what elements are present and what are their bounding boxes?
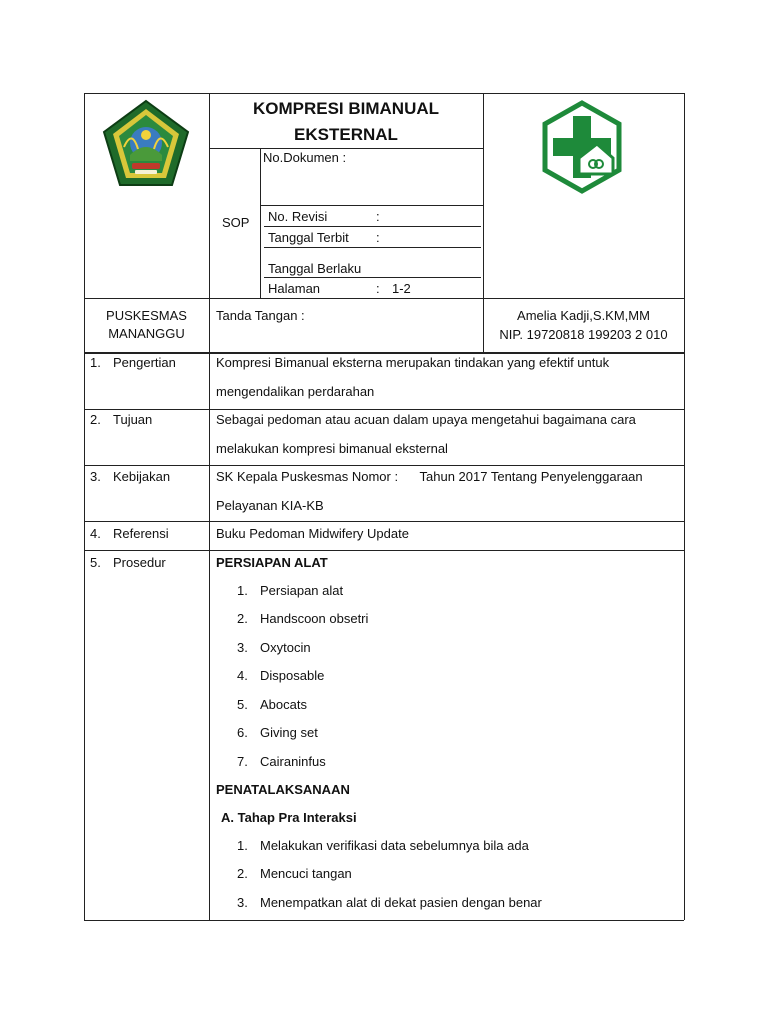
signer-nip: NIP. 19720818 199203 2 010 xyxy=(499,327,668,342)
border-revisi-bottom xyxy=(264,226,481,227)
regional-emblem-logo xyxy=(102,99,190,194)
border-sop xyxy=(260,148,261,298)
border-left xyxy=(84,93,85,920)
sop-label: SOP xyxy=(222,215,250,230)
border-right xyxy=(684,93,685,920)
row-text-line2: melakukan kompresi bimanual eksternal xyxy=(216,441,448,456)
list-item: Abocats xyxy=(260,697,307,712)
list-item-number: 6. xyxy=(237,725,248,740)
border-header-bottom xyxy=(84,298,684,299)
list-item: Mencuci tangan xyxy=(260,866,352,881)
row-label: Pengertian xyxy=(113,355,176,370)
row-number: 3. xyxy=(90,469,101,484)
row-label: Kebijakan xyxy=(113,469,171,484)
list-item: Cairaninfus xyxy=(260,754,326,769)
row-text-line2: mengendalikan perdarahan xyxy=(216,384,375,399)
row-text-line2: Pelayanan KIA-KB xyxy=(216,498,324,513)
row-text-line1: Buku Pedoman Midwifery Update xyxy=(216,526,409,541)
puskesmas-name-line1: PUSKESMAS xyxy=(106,308,187,323)
halaman-colon: : xyxy=(376,281,380,296)
puskesmas-logo xyxy=(541,100,623,199)
row-divider-2 xyxy=(84,465,684,466)
list-item-number: 3. xyxy=(237,895,248,910)
list-item-number: 1. xyxy=(237,838,248,853)
title-line-1: KOMPRESI BIMANUAL xyxy=(252,99,440,118)
list-item-number: 5. xyxy=(237,697,248,712)
border-col1 xyxy=(209,93,210,920)
no-revisi-label: No. Revisi xyxy=(268,209,328,224)
list-item: Disposable xyxy=(260,668,325,683)
row-label: Referensi xyxy=(113,526,169,541)
penatalaksanaan-heading: PENATALAKSANAAN xyxy=(216,782,350,797)
border-berlaku-bottom xyxy=(264,277,481,278)
list-item: Giving set xyxy=(260,725,318,740)
row-divider-1 xyxy=(84,409,684,410)
tanggal-terbit-colon: : xyxy=(376,230,380,245)
table-bottom xyxy=(84,920,684,921)
row-text-line1: Kompresi Bimanual eksterna merupakan tindakan yang efektif untuk xyxy=(216,355,610,370)
row-divider-3 xyxy=(84,521,684,522)
list-item: Melakukan verifikasi data sebelumnya bila ada xyxy=(260,838,529,853)
tanggal-berlaku-label: Tanggal Berlaku xyxy=(268,261,362,276)
no-dokumen-label: No.Dokumen : xyxy=(263,150,347,165)
list-item-number: 2. xyxy=(237,611,248,626)
row-number: 1. xyxy=(90,355,101,370)
pra-interaksi-subheading: A. Tahap Pra Interaksi xyxy=(221,810,357,825)
border-nodok-bottom xyxy=(260,205,483,206)
document-title xyxy=(209,96,483,148)
row-label: Tujuan xyxy=(113,412,153,427)
row-text-line1: Sebagai pedoman atau acuan dalam upaya mengetahui bagaimana cara xyxy=(216,412,636,427)
list-item-number: 2. xyxy=(237,866,248,881)
row-number: 2. xyxy=(90,412,101,427)
row-number: 4. xyxy=(90,526,101,541)
list-item: Menempatkan alat di dekat pasien dengan benar xyxy=(260,895,542,910)
tanggal-terbit-label: Tanggal Terbit xyxy=(268,230,349,245)
no-revisi-colon: : xyxy=(376,209,380,224)
list-item-number: 1. xyxy=(237,583,248,598)
halaman-label: Halaman xyxy=(268,281,321,296)
persiapan-alat-heading: PERSIAPAN ALAT xyxy=(216,555,328,570)
border-title-bottom xyxy=(209,148,483,149)
border-terbit-bottom xyxy=(264,247,481,248)
list-item: Oxytocin xyxy=(260,640,311,655)
list-item: Persiapan alat xyxy=(260,583,344,598)
title-line-2: EKSTERNAL xyxy=(294,125,398,144)
list-item-number: 7. xyxy=(237,754,248,769)
signer-name: Amelia Kadji,S.KM,MM xyxy=(517,308,650,323)
row-text-line1: SK Kepala Puskesmas Nomor : Tahun 2017 Tentang Penyelenggaraan xyxy=(216,469,643,484)
list-item-number: 3. xyxy=(237,640,248,655)
row-label: Prosedur xyxy=(113,555,166,570)
puskesmas-name-line2: MANANGGU xyxy=(108,326,185,341)
row-divider-4 xyxy=(84,550,684,551)
list-item: Handscoon obsetri xyxy=(260,611,369,626)
halaman-value: 1-2 xyxy=(392,281,411,296)
row-number: 5. xyxy=(90,555,101,570)
list-item-number: 4. xyxy=(237,668,248,683)
border-top xyxy=(84,93,684,94)
tanda-tangan-label: Tanda Tangan : xyxy=(216,308,305,323)
border-header-end xyxy=(84,352,684,354)
